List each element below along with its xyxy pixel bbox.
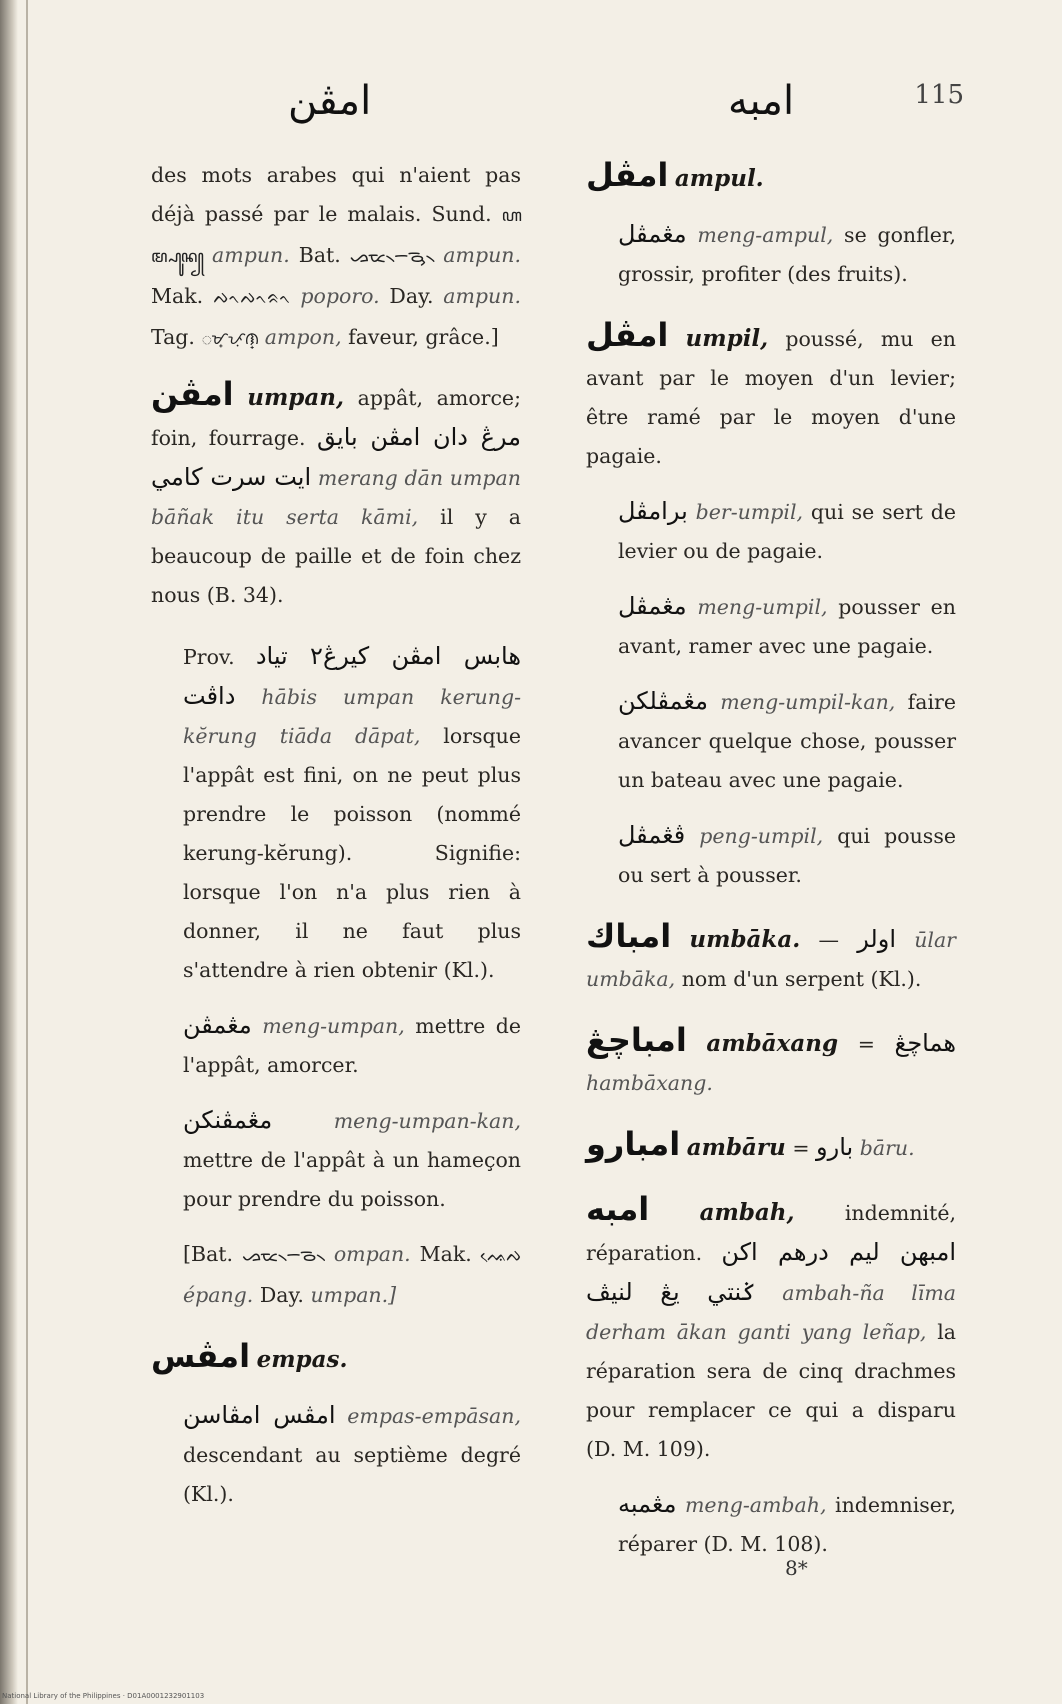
entry-umpan <box>151 375 521 615</box>
definition: descendant au septième degré (Kl.). <box>183 1443 521 1506</box>
library-footer: National Library of the Philippines · D01A0001232901103 <box>2 1692 205 1700</box>
text: des mots arabes qui n'aient pas déjà passé par le malais. Sund. <box>151 163 521 226</box>
italic-text: poporo. <box>300 284 380 308</box>
arabic-word: مڠمڤل <box>618 220 687 248</box>
italic-text: ampun. <box>443 284 521 308</box>
definition: indemniser, réparer (D. M. 108). <box>618 1493 956 1556</box>
definition: pousser en avant, ramer avec une pagaie. <box>618 595 956 658</box>
headword: ampul. <box>674 165 764 192</box>
definition: mettre de l'appât, amorcer. <box>183 1014 521 1077</box>
entry-ambah <box>586 1190 956 1469</box>
text: Day. <box>259 1283 304 1307</box>
arabic-headword: امباك <box>586 917 672 955</box>
entry-ampul <box>586 156 956 199</box>
arabic-headword: امبارو <box>586 1125 681 1163</box>
italic-text: umpan.] <box>310 1283 397 1307</box>
subentry-meng-ampul <box>586 215 956 294</box>
subentry-meng-umpil-kan <box>586 682 956 800</box>
headword: empas. <box>256 1346 348 1373</box>
italic-text: ampon, <box>264 325 342 349</box>
entry-umbaka <box>586 917 956 999</box>
transliteration: peng-umpil, <box>699 824 824 848</box>
definition: qui pousse ou sert à pousser. <box>618 824 956 887</box>
arabic-headword: امڤل <box>586 156 669 194</box>
transliteration: meng-ambah, <box>684 1493 827 1517</box>
tagalog-script: ᜀᜋ᜔ᜉᜓᜈ᜔ <box>201 329 259 349</box>
book-gutter-shadow <box>0 0 18 1704</box>
signature-mark: 8* <box>785 1556 808 1580</box>
equals-sign: = <box>792 1136 810 1160</box>
transliteration: meng-umpil, <box>697 595 828 619</box>
italic-text: ompan. <box>333 1242 411 1266</box>
arabic-proverb: هابس امڤن كيرڠ٢ تياد داڤت <box>183 642 521 710</box>
running-head-center: امبه <box>728 78 795 124</box>
entry-ambaxang <box>586 1021 956 1103</box>
text: Day. <box>389 284 434 308</box>
transliteration: meng-umpan, <box>262 1014 405 1038</box>
subentry-empas-empasan <box>151 1396 521 1514</box>
batak-script: ᯀᯔ᯲ᯇᯉ᯲ <box>242 1246 325 1266</box>
text: faveur, grâce.] <box>348 325 499 349</box>
transliteration: hābis umpan kerung-kĕrung tiāda dāpat, <box>183 685 521 748</box>
definition: qui se sert de levier ou de pagaie. <box>618 500 956 563</box>
italic-text: ampun. <box>443 243 521 267</box>
arabic-word: مڠمڤلكن <box>618 687 708 715</box>
text: Tag. <box>151 325 195 349</box>
transliteration: ambah-ña līma derham ākan ganti yang leñap, <box>586 1281 956 1344</box>
definition: faire avancer quelque chose, pousser un bateau avec une pagaie. <box>618 690 956 792</box>
text: Mak. <box>419 1242 472 1266</box>
translation: la réparation sera de cinq drachmes pour remplacer ce qui a disparu (D. M. 109). <box>586 1320 956 1461</box>
sundanese-script: ꦲꦩ꧀ꦥꦸꦤ꧀ <box>151 206 521 267</box>
transliteration: empas-empāsan, <box>347 1404 521 1428</box>
arabic-headword: امڤل <box>586 316 669 354</box>
arabic-word: ڤڠمڤل <box>618 821 686 849</box>
transliteration: meng-ampul, <box>697 223 834 247</box>
transliteration: ber-umpil, <box>695 500 804 524</box>
arabic-word: هماچڠ <box>894 1029 956 1057</box>
running-head-left: امڤن <box>288 78 372 124</box>
definition: appât, amorce; foin, fourrage. <box>151 386 521 450</box>
page-edge-line <box>26 0 28 1704</box>
arabic-word: امڤس امڤاسن <box>183 1401 336 1429</box>
transliteration: ūlar umbāka, <box>586 928 956 991</box>
arabic-word: مڠمڤنكن <box>183 1106 273 1134</box>
label: Prov. <box>183 645 235 669</box>
makassar-script: ᨄᨚᨄᨚᨑᨚ <box>212 288 291 308</box>
arabic-example: امبهن ليم درهم اكن ݢنتي يڠ لنيڤ <box>586 1238 956 1306</box>
arabic-word: مڠمڤن <box>183 1011 252 1039</box>
proverb <box>151 637 521 990</box>
headword: ambāxang <box>706 1030 839 1057</box>
transliteration: merang dān umpan bāñak itu serta kāmi, <box>151 466 521 529</box>
arabic-word: اولر <box>857 925 896 953</box>
text: Bat. <box>298 243 341 267</box>
arabic-word: برامڤل <box>618 497 688 525</box>
batak-script: ᯀᯔ᯲ᯇᯮᯉ᯲ <box>349 247 435 267</box>
headword: umpan, <box>247 384 344 411</box>
translation: il y a beaucoup de paille et de foin chez nous (B. 34). <box>151 505 521 607</box>
entry-umpil <box>586 316 956 476</box>
cognates <box>151 1235 521 1315</box>
italic-text: épang. <box>183 1283 254 1307</box>
definition: poussé, mu en avant par le moyen d'un levier; être ramé par le moyen d'une pagaie. <box>586 327 956 468</box>
transliteration: hambāxang. <box>586 1071 713 1095</box>
headword: ambāru <box>686 1134 786 1161</box>
definition: nom d'un serpent (Kl.). <box>681 967 922 991</box>
entry-empas <box>151 1337 521 1380</box>
subentry-meng-umpil <box>586 587 956 666</box>
definition: mettre de l'appât à un hameçon pour prendre du poisson. <box>183 1148 521 1211</box>
arabic-headword: امڤن <box>151 375 234 413</box>
subentry-meng-umpan <box>151 1006 521 1085</box>
page-number: 115 <box>914 80 964 110</box>
arabic-word: بارو <box>816 1133 854 1161</box>
arabic-example: مرڠ دان امڤن بايق ايت سرت كامي <box>151 423 521 491</box>
transliteration: bāru. <box>859 1136 915 1160</box>
subentry-meng-umpan-kan <box>151 1101 521 1219</box>
entry-ambaru <box>586 1125 956 1168</box>
transliteration: meng-umpil-kan, <box>720 690 896 714</box>
makassar-script: ᨕᨙᨄ <box>480 1246 521 1266</box>
entry-continuation <box>151 156 521 359</box>
text: Mak. <box>151 284 204 308</box>
transliteration: meng-umpan-kan, <box>333 1109 521 1133</box>
text: [Bat. <box>183 1242 234 1266</box>
headword: umpil, <box>685 325 769 352</box>
right-column <box>586 156 956 1580</box>
subentry-meng-ambah <box>586 1485 956 1564</box>
subentry-peng-umpil <box>586 816 956 895</box>
definition: se gonfler, grossir, profiter (des fruits). <box>618 223 956 286</box>
headword: umbāka. <box>689 926 801 953</box>
definition: indemnité, réparation. <box>586 1201 956 1265</box>
arabic-headword: امڤس <box>151 1337 251 1375</box>
italic-text: ampun. <box>212 243 290 267</box>
translation: lorsque l'appât est fini, on ne peut plus prendre le poisson (nommé kerung-kĕrung). Signifie: lorsque l'on n'a plus rien à donner, il ne faut plus s'attendre à rien obtenir (Kl.). <box>183 724 521 982</box>
dash: — <box>818 928 839 952</box>
left-column <box>151 156 521 1530</box>
arabic-word: مڠمڤل <box>618 592 687 620</box>
subentry-ber-umpil <box>586 492 956 571</box>
equals-sign: = <box>857 1032 875 1056</box>
headword: ambah, <box>699 1199 795 1226</box>
arabic-headword: امبه <box>586 1190 650 1228</box>
arabic-word: مڠمبه <box>618 1490 677 1518</box>
arabic-headword: امباچڠ <box>586 1021 687 1059</box>
